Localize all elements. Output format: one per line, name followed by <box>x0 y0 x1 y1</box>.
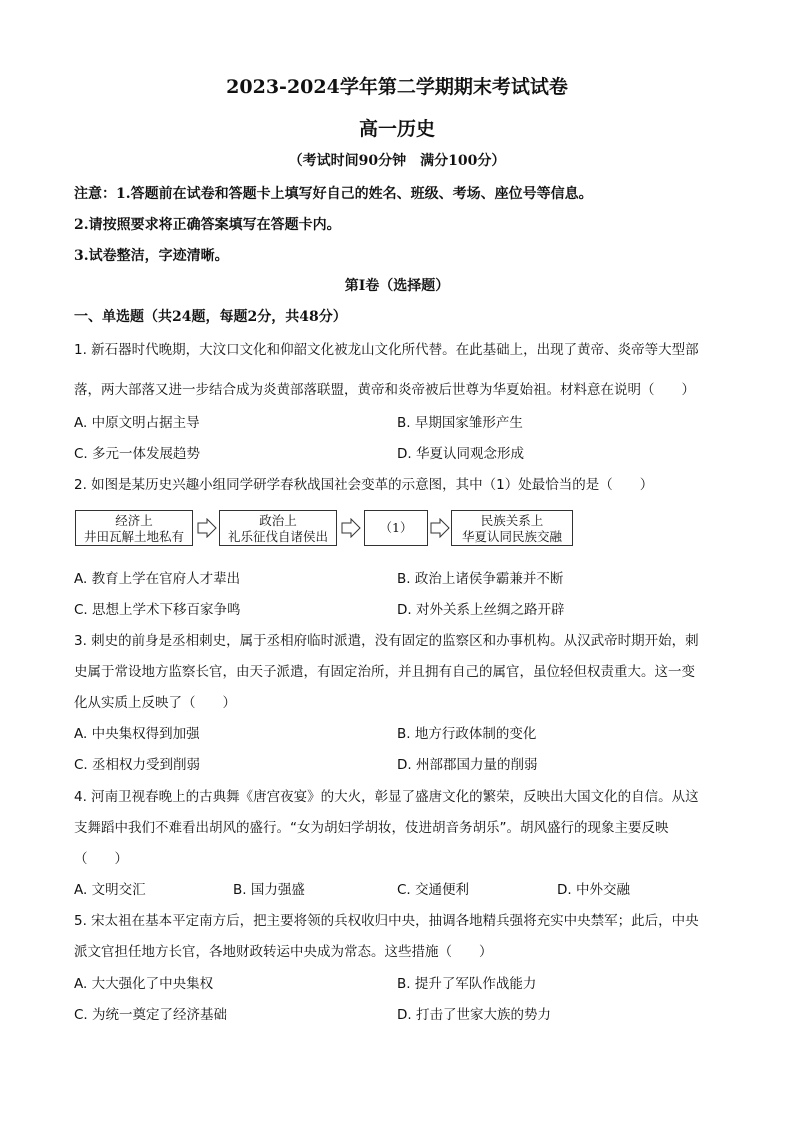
exam-info: （考试时间90分钟 满分100分） <box>288 153 506 169</box>
flow-box-politics <box>219 510 337 546</box>
question-1-option-d: D. 华夏认同观念形成 <box>397 446 524 462</box>
question-3-line-1: 3. 刺史的前身是丞相刺史，属于丞相府临时派遣，没有固定的监察区和办事机构。从汉武帝时期开始，刺 <box>74 633 699 649</box>
note-1: 注意：1.答题前在试卷和答题卡上填写好自己的姓名、班级、考场、座位号等信息。 <box>74 186 593 202</box>
question-1-line-1: 1. 新石器时代晚期，大汶口文化和仰韶文化被龙山文化所代替。在此基础上，出现了黄帝、炎帝等大型部 <box>74 342 699 358</box>
note-3: 3.试卷整洁，字迹清晰。 <box>74 248 229 264</box>
question-4-line-1: 4. 河南卫视春晚上的古典舞《唐宫夜宴》的大火，彰显了盛唐文化的繁荣，反映出大国文化的自信。从这 <box>74 789 699 805</box>
flow-arrow-3-icon <box>430 518 450 538</box>
question-5-option-a: A. 大大强化了中央集权 <box>74 976 214 992</box>
flow-box-blank-label: （1） <box>379 520 413 535</box>
question-4-option-d: D. 中外交融 <box>557 882 630 898</box>
flow-arrow-2-icon <box>341 518 361 538</box>
question-2-line-1: 2. 如图是某历史兴趣小组同学研学春秋战国社会变革的示意图，其中（1）处最恰当的是（ ） <box>74 477 654 493</box>
question-2-option-d: D. 对外关系上丝绸之路开辟 <box>397 602 565 618</box>
question-3-line-3: 化从实质上反映了（ ） <box>74 695 236 711</box>
question-1-option-a: A. 中原文明占据主导 <box>74 415 200 431</box>
flow-box-politics-text: 礼乐征伐自诸侯出 <box>227 529 328 544</box>
question-4-option-a: A. 文明交汇 <box>74 882 146 898</box>
question-5-line-1: 5. 宋太祖在基本平定南方后，把主要将领的兵权收归中央，抽调各地精兵强将充实中央禁军；此后，中央 <box>74 913 699 929</box>
flow-box-ethnic-title: 民族关系上 <box>480 513 544 528</box>
question-3-option-a: A. 中央集权得到加强 <box>74 726 200 742</box>
question-5-option-b: B. 提升了军队作战能力 <box>397 976 537 992</box>
question-2-option-b: B. 政治上诸侯争霸兼并不断 <box>397 571 564 587</box>
question-4-line-3: （ ） <box>74 851 128 867</box>
part-title: 第Ⅰ卷（选择题） <box>344 278 450 294</box>
question-5-option-d: D. 打击了世家大族的势力 <box>397 1007 551 1023</box>
flow-box-economy <box>75 510 193 546</box>
question-1-line-2: 落，两大部落又进一步结合成为炎黄部落联盟，黄帝和炎帝被后世尊为华夏始祖。材料意在说明（ ） <box>74 382 695 398</box>
flow-box-economy-title: 经济上 <box>115 513 153 528</box>
note-2: 2.请按照要求将正确答案填写在答题卡内。 <box>74 217 341 233</box>
question-3-option-b: B. 地方行政体制的变化 <box>397 726 537 742</box>
question-4-option-c: C. 交通便利 <box>397 882 470 898</box>
question-3-line-2: 史属于常设地方监察长官，由天子派遣，有固定治所，并且拥有自己的属官，虽位轻但权责重大。这一变 <box>74 664 695 680</box>
flow-box-economy-text: 井田瓦解土地私有 <box>83 529 184 544</box>
question-3-option-d: D. 州部郡国力量的削弱 <box>397 757 538 773</box>
section-title: 一、单选题（共24题，每题2分，共48分） <box>74 309 347 325</box>
question-4-option-b: B. 国力强盛 <box>233 882 305 898</box>
question-5-option-c: C. 为统一奠定了经济基础 <box>74 1007 228 1023</box>
flow-box-ethnic-text: 华夏认同民族交融 <box>461 529 562 544</box>
flow-box-blank <box>364 510 428 546</box>
question-5-line-2: 派文官担任地方长官，各地财政转运中央成为常态。这些措施（ ） <box>74 944 493 960</box>
question-1-option-b: B. 早期国家雏形产生 <box>397 415 523 431</box>
question-3-option-c: C. 丞相权力受到削弱 <box>74 757 201 773</box>
question-2-option-c: C. 思想上学术下移百家争鸣 <box>74 602 241 618</box>
flow-arrow-1-icon <box>197 518 217 538</box>
exam-title: 2023-2024学年第二学期期末考试试卷 <box>226 76 568 98</box>
flow-box-ethnic <box>451 510 573 546</box>
question-1-option-c: C. 多元一体发展趋势 <box>74 446 201 462</box>
question-4-line-2: 支舞蹈中我们不难看出胡风的盛行。“女为胡妇学胡妆，伎进胡音务胡乐”。胡风盛行的现象主要反映 <box>74 820 669 836</box>
question-2-option-a: A. 教育上学在官府人才辈出 <box>74 571 241 587</box>
subject-title: 高一历史 <box>358 118 435 140</box>
flow-box-politics-title: 政治上 <box>259 513 297 528</box>
